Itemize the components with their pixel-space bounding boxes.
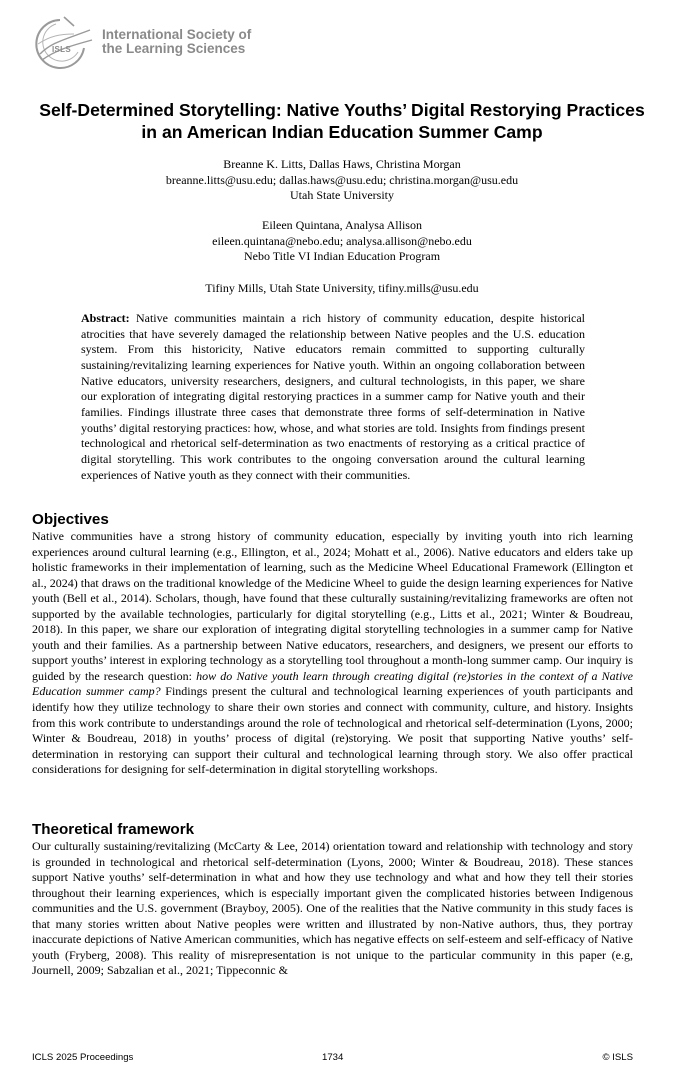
isls-seal-icon bbox=[30, 14, 100, 72]
logo-abbrev: ISLS bbox=[52, 45, 71, 54]
isls-logo bbox=[30, 14, 260, 72]
abstract bbox=[81, 311, 585, 483]
logo-org-line-2: the Learning Sciences bbox=[102, 41, 246, 56]
author-affiliation: Utah State University bbox=[290, 188, 394, 203]
author-group-1 bbox=[32, 157, 652, 204]
logo-org-name bbox=[102, 28, 251, 56]
author-group-3 bbox=[32, 281, 652, 297]
theoretical-framework-paragraph: Our culturally sustaining/revitalizing (McCarty & Lee, 2014) orientation toward and relationship with technology and story is grounded in technological and rhetorical self-determination (Lyons, 2000; Winter & Boudreau, 2018). These stances support Native youths’ self-determination in what and how they use technology and what and how they tell their stories throughout their learning experiences, which is especially important given the complicated histories between Indigenous communities and the U.S. government (Brayboy, 2005). One of the realities that the Native community in this study faces is that many stories written about Native peoples were written and illustrated by non-Native authors, thus, they portray inaccurate depictions of Native American communities, which has negative effects on self-esteem and self-efficacy of Native youth (Fryberg, 2008). This reality of misrepresentation is not unique to the particular community in this paper (e.g, Journell, 2009; Sabzalian et al., 2021; Tippeconnic & bbox=[32, 839, 633, 978]
footer-page-number: 1734 bbox=[322, 1052, 344, 1063]
author-names: Eileen Quintana, Analysa Allison bbox=[262, 218, 422, 232]
logo-org-line-1: International Society of bbox=[102, 27, 252, 42]
author-group-2 bbox=[32, 218, 652, 265]
author-emails: eileen.quintana@nebo.edu; analysa.allison@nebo.edu bbox=[212, 233, 472, 248]
objectives-text-1: Native communities have a strong history of community education, especially by inviting youth into rich learning experiences around cultural learning (e.g., Ellington, et al., 2024; Mohatt et al., 2006). Native educators and elders take up holistic frameworks in their implementation of learning, such as the Medicine Wheel Educational Framework (Ellington et al., 2024) that draws on the traditional knowledge of the Medicine Wheel to guide the design learning experiences for Native youth (Bell et al., 2014). Scholars, though, have found that these culturally sustaining/revitalizing frameworks are often not supported by the available technologies, particularly for digital storytelling (e.g., Litts et al., 2021; Winter & Boudreau, 2018). In this paper, we share our exploration of integrating digital storytelling technologies in a summer camp for Native youth and their families. As a partnership between Native educators, researchers, and designers, we present our efforts to support youths’ interest in exploring technology as a storytelling tool throughout a month-long summer camp. Our inquiry is guided by the research question: bbox=[32, 529, 633, 683]
abstract-label: Abstract: bbox=[81, 311, 130, 325]
objectives-paragraph bbox=[32, 529, 633, 778]
footer-copyright: © ISLS bbox=[602, 1052, 633, 1063]
author-affiliation: Nebo Title VI Indian Education Program bbox=[243, 249, 441, 264]
author-emails: breanne.litts@usu.edu; dallas.haws@usu.edu; christina.morgan@usu.edu bbox=[165, 172, 519, 187]
section-heading-objectives: Objectives bbox=[32, 511, 109, 528]
section-heading-theoretical-framework: Theoretical framework bbox=[32, 821, 195, 838]
author-names: Breanne K. Litts, Dallas Haws, Christina Morgan bbox=[223, 157, 461, 171]
footer-proceedings: ICLS 2025 Proceedings bbox=[32, 1052, 134, 1063]
objectives-text-2: Findings present the cultural and technological learning experiences of youth participants and identify how they utilize technology to share their own stories and connect with community, culture, and history. Insights from this work contribute to understandings around the role of technological and rhetorical self-determination (Lyons, 2000; Winter & Boudreau, 2018) in youths’ process of digital (re)storying. We posit that supporting Native youths’ self-determination in restorying can support their cultural and technological learning through story. We also offer practical considerations for designing for self-determination in digital storytelling workshops. bbox=[32, 684, 633, 777]
abstract-text: Native communities maintain a rich history of community education, despite historical atrocities that have severely damaged the relationship between Native peoples and the U.S. education system. From this historicity, Native educators remain committed to supporting culturally sustaining/revitalizing learning experiences for Native youth. Within an ongoing collaboration between Native educators, university researchers, designers, and cultural technologists, in this paper, we share our exploration of integrating digital restorying practices in a summer camp for Native youth and their families. Findings illustrate three cases that demonstrate three forms of self-determination in Native youths’ digital restorying practices: how, whose, and what stories are told. Insights from findings present technological and rhetorical self-determination as two enactments of restorying as a critical practice of digital storytelling. This work contributes to the ongoing conversation around the cultural learning experiences of Native youth as they connect with their communities. bbox=[81, 311, 586, 482]
research-question: how do Native youth learn through creating digital (re)stories in the context of a Native Education summer camp? bbox=[32, 668, 633, 699]
paper-title: Self-Determined Storytelling: Native Youths’ Digital Restorying Practices in an American Indian Education Summer Camp bbox=[39, 100, 645, 142]
author-line: Tifiny Mills, Utah State University, tifiny.mills@usu.edu bbox=[205, 281, 479, 295]
